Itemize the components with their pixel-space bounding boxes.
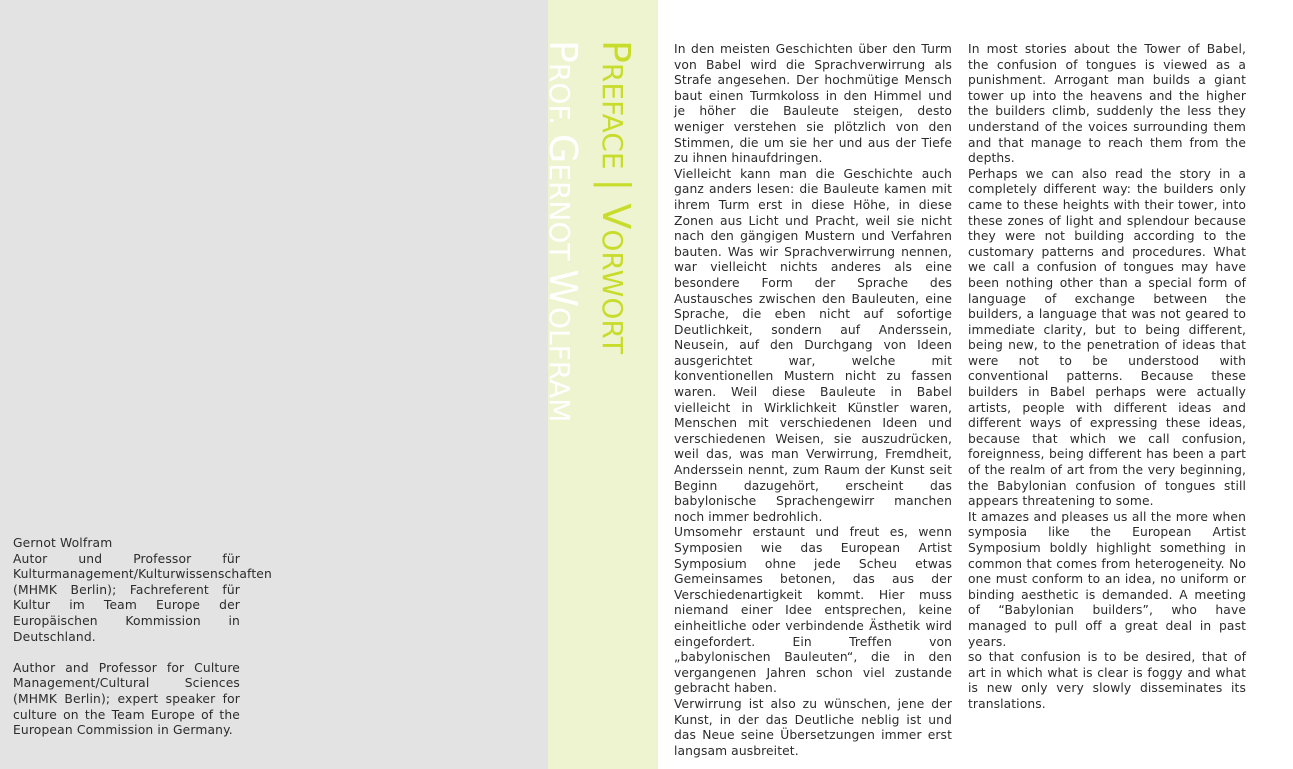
german-paragraph: In den meisten Geschichten über den Turm von Babel wird die Sprachverwirrung als Strafe angesehen. Der hochmütige Mensch baut einen Turmkoloss in den Himmel und je höher die Bauleute steigen, desto weniger verstehen sie plötzlich von den Stimmen, die um sie her und aus der Tiefe zu ihnen hinaufdringen. [674,42,952,166]
english-text-column [968,42,1246,713]
author-name: Gernot Wolfram [13,536,113,550]
english-paragraph: Perhaps we can also read the story in a completely different way: the builders only came to these heights with their tower, into these zones of light and splendour because they were not building according to the customary patterns and procedures. What we call a confusion of tongues may have been nothing other than a special form of language of exchange between the builders, a language that was not geared to immediate clarity, but to being different, being new, to the penetration of ideas that were not to be understood with conventional patterns. Because these builders in Babel perhaps were actually artists, people with different ideas and different ways of expressing these ideas, because that which we call confusion, foreignness, being different has been a part of the realm of art from the very beginning, the Babylonian confusion of tongues still appears threatening to some. [968,166,1246,509]
author-bio-german: Autor und Professor für Kulturmanagement/Kulturwissenschaften (MHMK Berlin); Fachreferent für Kultur im Team Europe der Europäischen Kommission in Deutschland. [13,551,272,644]
author-bio-english: Author and Professor for Culture Management/Cultural Sciences (MHMK Berlin); expert speaker for culture on the Team Europe of the European Commission in Germany. [13,660,240,738]
page-title: PREFACE | VORWORT [594,40,638,354]
german-text-column [674,42,952,759]
english-paragraph: In most stories about the Tower of Babel, the confusion of tongues is viewed as a punishment. Arrogant man builds a giant tower up into the heavens and the higher the builders climb, suddenly the less they understand of the voices surrounding them and that manage to reach them from the depths. [968,42,1246,166]
english-paragraph: It amazes and pleases us all the more when symposia like the European Artist Symposium boldly highlight something in common that comes from heterogeneity. No one must conform to an idea, no uniform or binding aesthetic is demanded. A meeting of “Babylonian builders”, who have managed to pull off a great deal in past years. [968,509,1246,649]
german-paragraph: Verwirrung ist also zu wünschen, jene der Kunst, in der das Deutliche neblig ist und das Neue seine Übersetzungen immer erst langsam ausbreitet. [674,696,952,758]
english-paragraph: so that confusion is to be desired, that of art in which what is clear is foggy and what is new only very slowly disseminates its translations. [968,650,1246,711]
german-paragraph: Vielleicht kann man die Geschichte auch ganz anders lesen: die Bauleute kamen mit ihrem Turm erst in diese Höhe, in diese Zonen aus Licht und Pracht, weil sie nicht nach den gängigen Mustern und Verfahren bauten. Was wir Sprachverwirrung nennen, war vielleicht nichts anderes als eine besondere Form der Sprache des Austausches zwischen den Bauleuten, eine Sprache, die eben nicht auf sofortige Deutlichkeit, sondern auf Anderssein, Neusein, auf den Durchgang von Ideen ausgerichtet war, welche mit konventionellen Mustern nicht zu fassen waren. Weil diese Bauleute in Babel vielleicht in Wirklichkeit Künstler waren, Menschen mit verschiedenen Ideen und verschiedenen Weisen, sie auszudrücken, weil das, was man Verwirrung, Fremdheit, Anderssein nennt, zum Raum der Kunst seit Beginn dazugehört, erscheint das babylonische Sprachengewirr manchen noch immer bedrohlich. [674,166,952,524]
author-bio [13,536,272,739]
author-title: PROF. GERNOT WOLFRAM [541,40,585,423]
left-panel [0,0,548,769]
german-paragraph: Umsomehr erstaunt und freut es, wenn Symposien wie das European Artist Symposium ohne jede Scheu etwas Gemeinsames betonen, das aus der Verschiedenartigkeit kommt. Hier muss niemand einer Idee entsprechen, keine einheitliche oder verbindende Ästhetik wird eingefordert. Ein Treffen von „babylonischen Bauleuten“, die in den vergangenen Jahren schon viel zustande gebracht haben. [674,525,952,696]
